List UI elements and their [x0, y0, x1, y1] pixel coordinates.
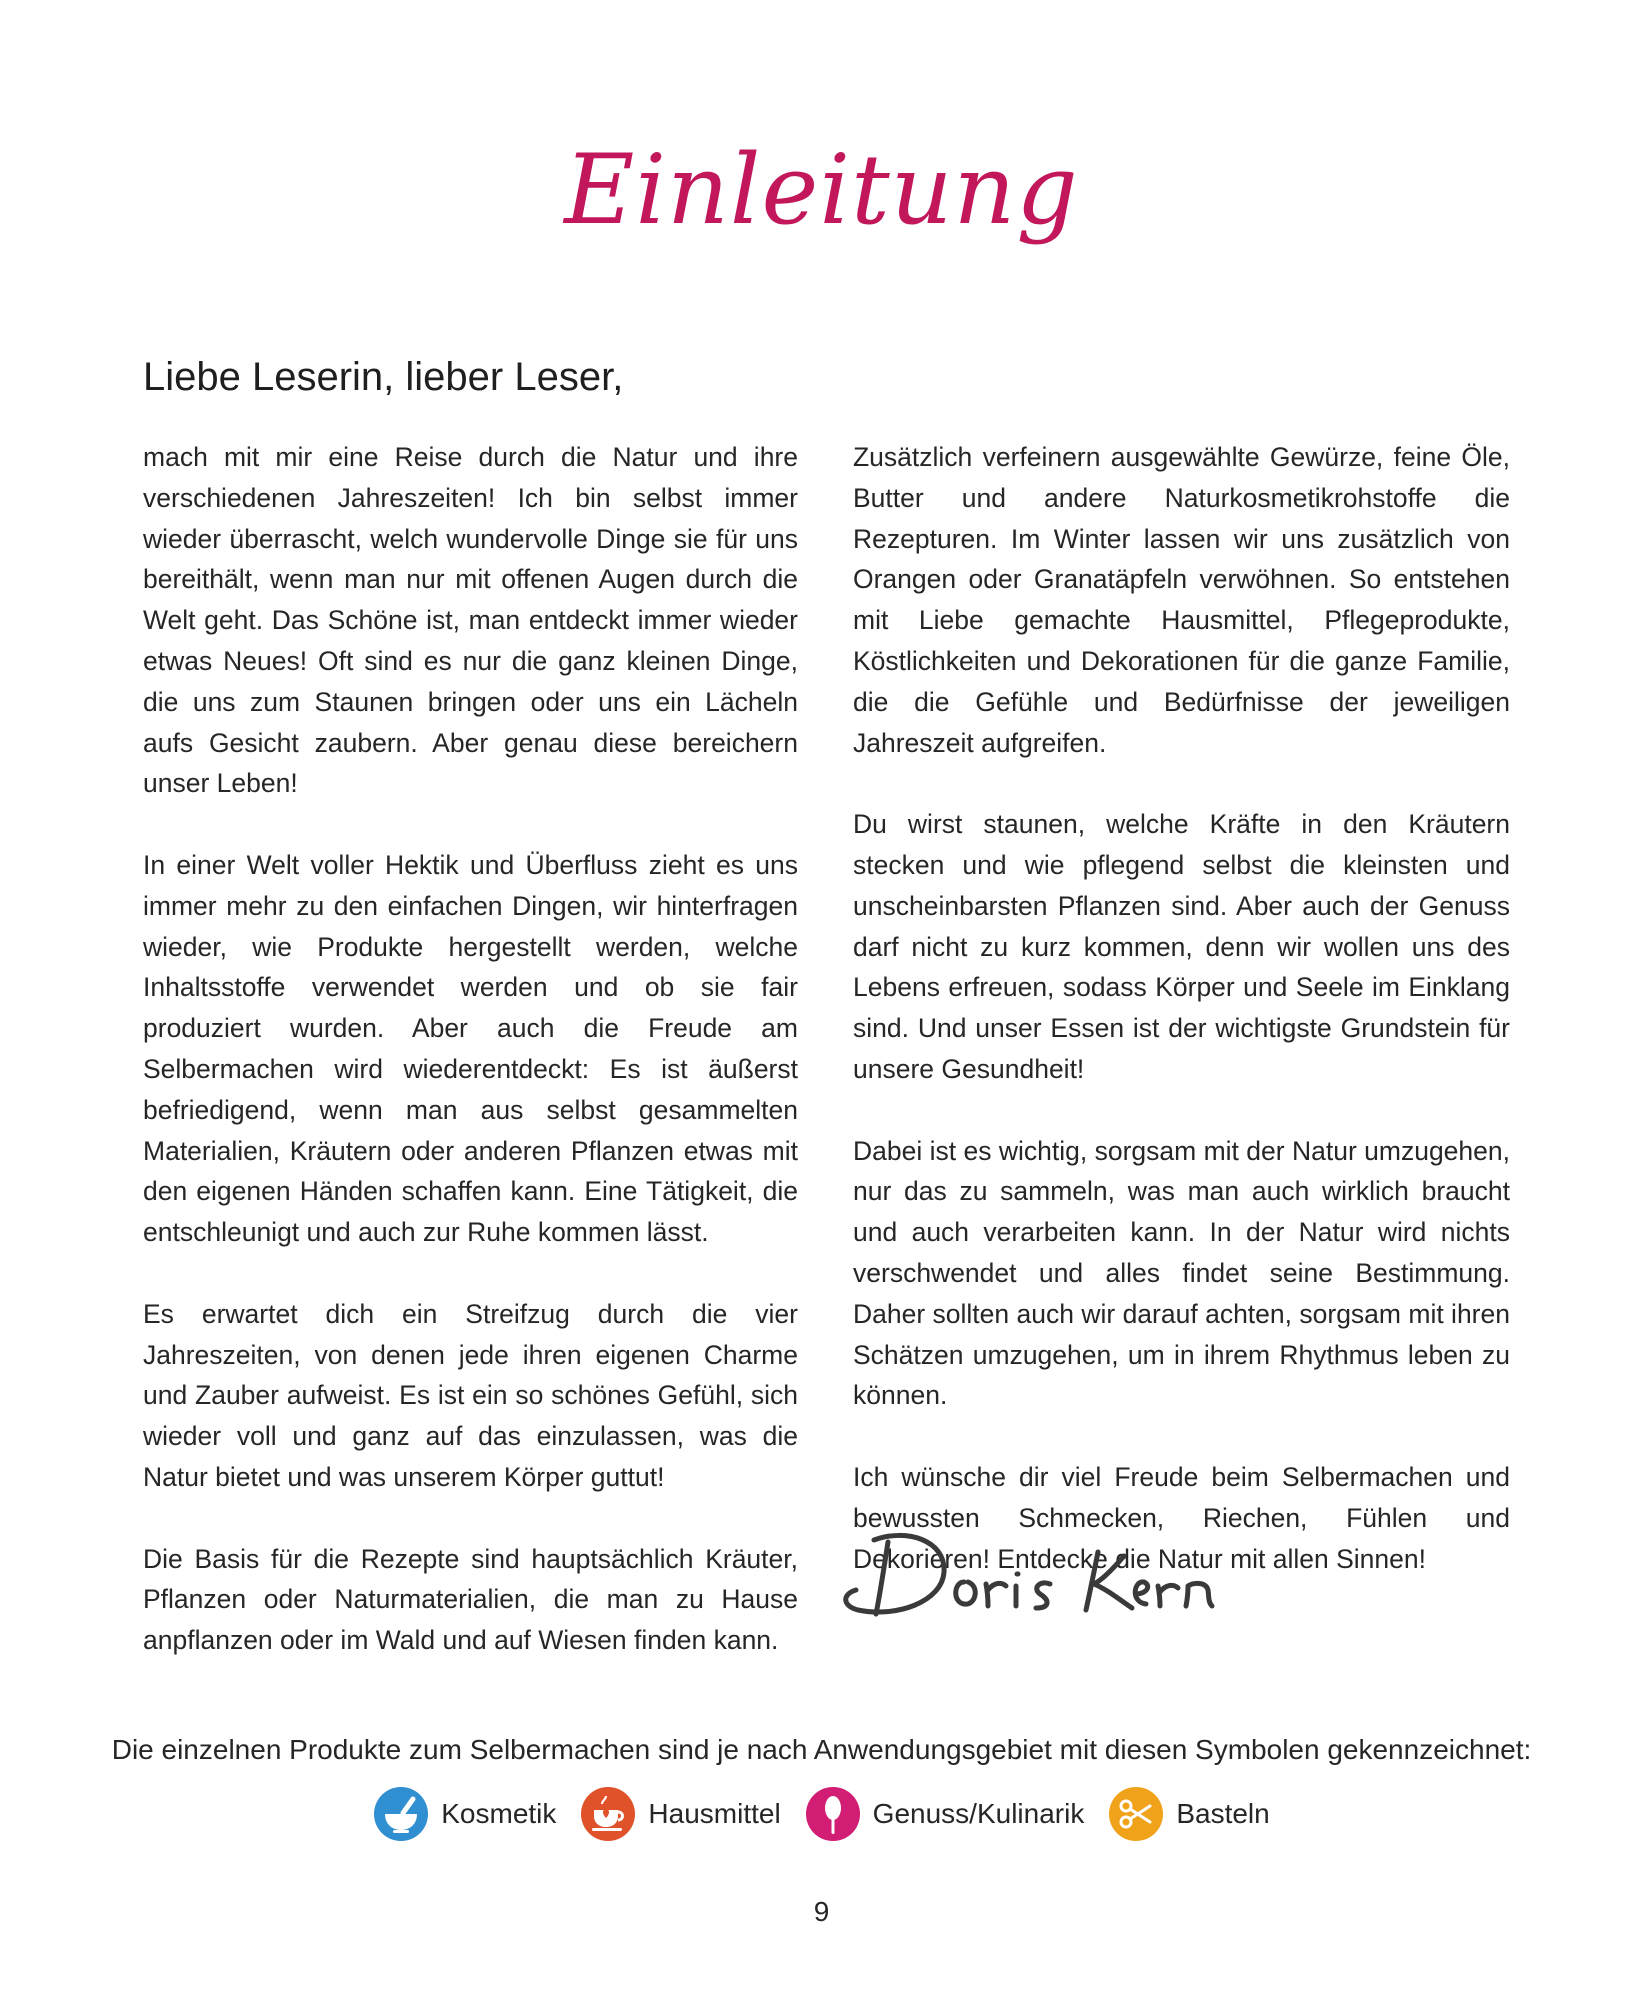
spoon-icon: [805, 1786, 861, 1842]
legend-label: Genuss/Kulinarik: [872, 1798, 1085, 1829]
author-signature: [836, 1510, 1226, 1630]
paragraph: Es erwartet dich ein Streifzug durch die vier Jahreszeiten, von denen jede ihren eigenen Charme und Zauber aufweist. Es ist ein so schönes Gefühl, sich wieder voll und ganz auf das einzulassen, was die Natur bietet und was unserem Körper guttut!: [143, 1298, 798, 1492]
page-number: 9: [813, 1896, 830, 1927]
legend-item-hausmittel: [580, 1786, 780, 1842]
mortar-bowl-icon: [373, 1786, 429, 1842]
scissors-icon: [1108, 1786, 1164, 1842]
legend-item-kosmetik: [373, 1786, 556, 1842]
paragraph: In einer Welt voller Hektik und Überfluss zieht es uns immer mehr zu den einfachen Dingen, wir hinterfragen wieder, wie Produkte hergestellt werden, welche Inhaltsstoffe verwendet werden und ob sie fair produziert wurden. Aber auch die Freude am Selbermachen wird wiederentdeckt: Es ist äußerst befriedigend, wenn man aus selbst gesammelten Materialien, Kräutern oder anderen Pflanzen etwas mit den eigenen Händen schaffen kann. Eine Tätigkeit, die entschleunigt und auch zur Ruhe kommen lässt.: [143, 849, 798, 1248]
greeting: Liebe Leserin, lieber Leser,: [143, 355, 624, 399]
text-column-right: [853, 437, 1510, 1620]
paragraph: Ich wünsche dir viel Freude beim Selbermachen und bewussten Schmecken, Riechen, Fühlen und Dekorieren! Entdecke die Natur mit allen Sinnen!: [853, 1461, 1510, 1574]
legend-item-genuss: [805, 1786, 1085, 1842]
text-column-left: [143, 437, 798, 1702]
legend-label: Basteln: [1176, 1798, 1270, 1829]
paragraph: Du wirst staunen, welche Kräfte in den Kräutern stecken und wie pflegend selbst die kleinsten und unscheinbarsten Pflanzen sind. Aber auch der Genuss darf nicht zu kurz kommen, denn wir wollen uns des Lebens erfreuen, sodass Körper und Seele im Einklang sind. Und unser Essen ist der wichtigste Grundstein für unsere Gesundheit!: [853, 809, 1510, 1084]
paragraph: Dabei ist es wichtig, sorgsam mit der Natur umzugehen, nur das zu sammeln, was man auch wirklich braucht und auch verarbeiten kann. In der Natur wird nichts verschwendet und alles findet seine Bestimmung. Daher sollten auch wir darauf achten, sorgsam mit ihren Schätzen umzugehen, um in ihrem Rhythmus leben zu können.: [853, 1135, 1510, 1411]
legend-item-basteln: [1108, 1786, 1269, 1842]
symbol-legend: [0, 1786, 1643, 1842]
paragraph: mach mit mir eine Reise durch die Natur und ihre verschiedenen Jahreszeiten! Ich bin selbst immer wieder überrascht, welch wundervolle Dinge sie für uns bereithält, wenn man nur mit offenen Augen durch die Welt geht. Das Schöne ist, man entdeckt immer wieder etwas Neues! Oft sind es nur die ganz kleinen Dinge, die uns zum Staunen bringen oder uns ein Lächeln aufs Gesicht zaubern. Aber genau diese bereichern unser Leben!: [143, 442, 798, 799]
paragraph: Die Basis für die Rezepte sind hauptsächlich Kräuter, Pflanzen oder Naturmaterialien, die man zu Hause anpflanzen oder im Wald und auf Wiesen finden kann.: [143, 1543, 798, 1656]
page-title: Einleitung: [564, 134, 1079, 246]
symbols-caption: Die einzelnen Produkte zum Selbermachen sind je nach Anwendungsgebiet mit diesen Symbolen gekennzeichnet:: [111, 1734, 1532, 1765]
legend-label: Kosmetik: [441, 1798, 557, 1829]
paragraph: Zusätzlich verfeinern ausgewählte Gewürze, feine Öle, Butter und andere Naturkosmetikrohstoffe die Rezepturen. Im Winter lassen wir uns zusätzlich von Orangen oder Granatäpfeln verwöhnen. So entstehen mit Liebe gemachte Hausmittel, Pflegeprodukte, Köstlichkeiten und Dekorationen für die ganze Familie, die die Gefühle und Bedürfnisse der jeweiligen Jahreszeit aufgreifen.: [853, 442, 1510, 758]
legend-label: Hausmittel: [648, 1798, 781, 1829]
teacup-icon: [580, 1786, 636, 1842]
